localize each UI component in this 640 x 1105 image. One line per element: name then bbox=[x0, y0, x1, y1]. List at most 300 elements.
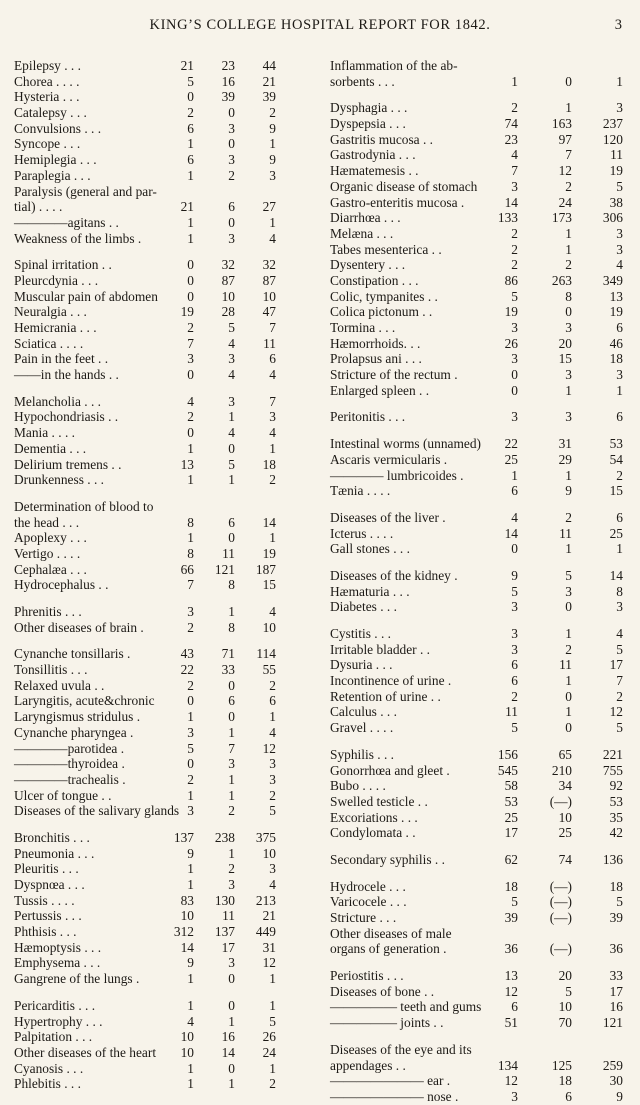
table-row bbox=[14, 772, 324, 788]
male-count: 4 bbox=[511, 147, 518, 163]
total-count: 36 bbox=[609, 941, 623, 957]
table-row bbox=[330, 584, 630, 600]
total-count: 18 bbox=[609, 351, 623, 367]
male-count: 25 bbox=[504, 809, 518, 825]
disease-label: Hæmaturia . . . bbox=[330, 583, 410, 599]
disease-label: ——in the hands . . bbox=[14, 367, 119, 383]
table-row bbox=[330, 747, 630, 763]
table-row bbox=[14, 693, 324, 709]
disease-label: Tormina . . . bbox=[330, 320, 396, 335]
total-count: 3 bbox=[616, 225, 623, 241]
female-count: 71 bbox=[221, 646, 235, 662]
female-count: 0 bbox=[228, 136, 235, 152]
male-count: 10 bbox=[180, 1044, 194, 1060]
male-count: 5 bbox=[187, 740, 194, 756]
female-count: 31 bbox=[558, 436, 572, 452]
male-count: 5 bbox=[511, 894, 518, 910]
male-count: 7 bbox=[187, 577, 194, 593]
total-count: 1 bbox=[269, 971, 276, 987]
table-row bbox=[330, 242, 630, 258]
female-count: 3 bbox=[228, 955, 235, 971]
disease-label: Mania . . . . bbox=[14, 425, 75, 441]
total-count: 1 bbox=[269, 530, 276, 546]
male-count: 18 bbox=[504, 878, 518, 894]
female-count: 6 bbox=[228, 199, 235, 215]
disease-label: Diseases of the liver . bbox=[330, 509, 446, 525]
disease-label: Drunkenness . . . bbox=[14, 472, 105, 488]
total-count: 9 bbox=[269, 120, 276, 136]
total-count: 4 bbox=[616, 626, 623, 641]
disease-label: Cephalæa . . . bbox=[14, 561, 87, 577]
disease-label: Gall stones . . . bbox=[330, 541, 410, 557]
total-count: 6 bbox=[269, 693, 276, 709]
female-count: 210 bbox=[551, 762, 572, 778]
table-row bbox=[14, 1014, 324, 1030]
disease-label: Hydrocele . . . bbox=[330, 878, 406, 894]
disease-label: Phthisis . . . bbox=[14, 924, 77, 940]
disease-label: Hæmatemesis . . bbox=[330, 163, 419, 179]
disease-label: Diseases of the salivary glands bbox=[14, 803, 180, 819]
table-row bbox=[330, 436, 630, 452]
disease-label: ———— lumbricoides . bbox=[330, 467, 464, 483]
total-count: 55 bbox=[262, 662, 276, 678]
disease-label: appendages . . bbox=[330, 1057, 406, 1073]
disease-label: Incontinence of urine . bbox=[330, 673, 452, 689]
male-count: 58 bbox=[504, 778, 518, 794]
table-row bbox=[14, 955, 324, 971]
female-count: 20 bbox=[558, 968, 572, 984]
disease-label: Pain in the feet . . bbox=[14, 351, 109, 367]
male-count: 4 bbox=[187, 393, 194, 409]
total-count: 9 bbox=[269, 152, 276, 168]
female-count: 0 bbox=[565, 73, 572, 89]
disease-label: Chorea . . . . bbox=[14, 73, 80, 89]
female-count: 1 bbox=[228, 724, 235, 740]
table-row bbox=[330, 1015, 630, 1031]
disease-label: Convulsions . . . bbox=[14, 120, 102, 136]
female-count: 2 bbox=[565, 178, 572, 194]
table-row bbox=[14, 441, 324, 457]
female-count: 0 bbox=[228, 530, 235, 546]
male-count: 3 bbox=[511, 641, 518, 657]
disease-label: Cynanche tonsillaris . bbox=[14, 646, 131, 662]
total-count: 38 bbox=[609, 194, 623, 210]
male-count: 134 bbox=[497, 1057, 518, 1073]
female-count: 0 bbox=[565, 599, 572, 615]
total-count: 2 bbox=[269, 472, 276, 488]
female-count: 14 bbox=[221, 1044, 235, 1060]
table-row bbox=[14, 546, 324, 562]
table-row bbox=[330, 689, 630, 705]
table-row bbox=[330, 704, 630, 720]
table-row bbox=[14, 394, 324, 410]
female-count: 238 bbox=[214, 829, 235, 845]
male-count: 8 bbox=[187, 545, 194, 561]
table-row bbox=[330, 304, 630, 320]
table-row bbox=[14, 336, 324, 352]
table-row bbox=[14, 515, 324, 531]
disease-label: Diseases of the eye and its bbox=[330, 1041, 472, 1057]
total-count: 1 bbox=[269, 136, 276, 152]
male-count: 6 bbox=[511, 673, 518, 689]
total-count: 42 bbox=[609, 825, 623, 841]
table-row bbox=[330, 1073, 630, 1089]
female-count: 1 bbox=[565, 225, 572, 241]
total-count: 449 bbox=[255, 924, 276, 940]
table-row bbox=[330, 195, 630, 211]
total-count: 1 bbox=[269, 709, 276, 725]
total-count: 12 bbox=[262, 740, 276, 756]
female-count: 5 bbox=[565, 983, 572, 999]
total-count: 87 bbox=[262, 272, 276, 288]
table-row bbox=[330, 673, 630, 689]
total-count: 19 bbox=[262, 545, 276, 561]
table-row bbox=[330, 179, 630, 195]
male-count: 0 bbox=[187, 425, 194, 441]
female-count: 3 bbox=[228, 877, 235, 892]
total-count: 16 bbox=[609, 999, 623, 1015]
male-count: 14 bbox=[180, 939, 194, 955]
male-count: 1 bbox=[187, 1076, 194, 1092]
table-row bbox=[330, 720, 630, 736]
male-count: 1 bbox=[511, 73, 518, 89]
disease-label: Dysphagia . . . bbox=[330, 100, 408, 116]
table-row bbox=[14, 121, 324, 137]
table-row bbox=[14, 530, 324, 546]
total-count: 755 bbox=[602, 762, 623, 778]
total-count: 2 bbox=[269, 1076, 276, 1092]
table-row bbox=[14, 273, 324, 289]
table-row bbox=[14, 304, 324, 320]
disease-label: Weakness of the limbs . bbox=[14, 230, 142, 246]
female-count: 3 bbox=[228, 230, 235, 246]
male-count: 3 bbox=[511, 626, 518, 641]
total-count: 4 bbox=[269, 230, 276, 246]
female-count: 8 bbox=[228, 577, 235, 593]
disease-label: Cynanche pharyngea . bbox=[14, 724, 134, 740]
total-count: 39 bbox=[609, 910, 623, 925]
table-row bbox=[14, 231, 324, 247]
female-count: 1 bbox=[565, 241, 572, 257]
table-row bbox=[14, 877, 324, 893]
table-row bbox=[330, 147, 630, 163]
total-count: 3 bbox=[269, 167, 276, 183]
table-row bbox=[330, 351, 630, 367]
total-count: 15 bbox=[609, 483, 623, 499]
total-count: 14 bbox=[262, 514, 276, 530]
table-row bbox=[14, 1076, 324, 1092]
disease-label: Gastritis mucosa . . bbox=[330, 131, 434, 147]
male-count: 0 bbox=[511, 367, 518, 383]
table-row bbox=[330, 626, 630, 642]
total-count: 2 bbox=[269, 787, 276, 803]
female-count: 3 bbox=[228, 756, 235, 772]
disease-label: Irritable bladder . . bbox=[330, 641, 431, 657]
female-count: 10 bbox=[221, 288, 235, 304]
table-row bbox=[14, 908, 324, 924]
male-count: 312 bbox=[173, 924, 194, 940]
total-count: 4 bbox=[269, 724, 276, 740]
male-count: 3 bbox=[187, 803, 194, 819]
female-count: 0 bbox=[228, 971, 235, 987]
table-row bbox=[330, 116, 630, 132]
female-count: 39 bbox=[221, 89, 235, 105]
male-count: 66 bbox=[180, 561, 194, 577]
male-count: 6 bbox=[511, 483, 518, 499]
table-row bbox=[330, 810, 630, 826]
total-count: 9 bbox=[616, 1088, 623, 1104]
male-count: 6 bbox=[187, 120, 194, 136]
total-count: 4 bbox=[269, 877, 276, 892]
female-count: 121 bbox=[214, 561, 235, 577]
disease-label: Swelled testicle . . bbox=[330, 793, 428, 809]
female-count: (—) bbox=[549, 793, 572, 809]
table-row bbox=[14, 620, 324, 636]
female-count: 1 bbox=[565, 673, 572, 689]
table-row bbox=[14, 803, 324, 819]
disease-label: Laryngitis, acute&chronic bbox=[14, 693, 155, 709]
table-row bbox=[330, 58, 630, 74]
female-count: 28 bbox=[221, 304, 235, 320]
table-row bbox=[14, 257, 324, 273]
disease-label: Melancholia . . . bbox=[14, 393, 102, 409]
male-count: 0 bbox=[187, 89, 194, 105]
total-count: 1 bbox=[269, 214, 276, 230]
male-count: 25 bbox=[504, 451, 518, 467]
female-count: 16 bbox=[221, 1029, 235, 1045]
total-count: 11 bbox=[610, 147, 623, 163]
female-count: 0 bbox=[565, 688, 572, 704]
disease-label: Relaxed uvula . . bbox=[14, 677, 105, 693]
total-count: 10 bbox=[262, 619, 276, 635]
male-count: 3 bbox=[511, 351, 518, 367]
total-count: 1 bbox=[616, 73, 623, 89]
total-count: 25 bbox=[609, 525, 623, 541]
total-count: 10 bbox=[262, 288, 276, 304]
table-row bbox=[14, 756, 324, 772]
male-count: 3 bbox=[187, 604, 194, 619]
total-count: 21 bbox=[262, 908, 276, 924]
male-count: 53 bbox=[504, 793, 518, 809]
total-count: 3 bbox=[616, 241, 623, 257]
female-count: 3 bbox=[228, 351, 235, 367]
female-count: (—) bbox=[549, 941, 572, 957]
female-count: (—) bbox=[549, 878, 572, 894]
disease-label: organs of generation . bbox=[330, 941, 447, 957]
female-count: 0 bbox=[228, 440, 235, 456]
male-count: 2 bbox=[511, 688, 518, 704]
female-count: 0 bbox=[228, 105, 235, 121]
male-count: 14 bbox=[504, 525, 518, 541]
total-count: 349 bbox=[602, 272, 623, 288]
male-count: 2 bbox=[187, 619, 194, 635]
table-row bbox=[14, 89, 324, 105]
table-row bbox=[14, 830, 324, 846]
female-count: 10 bbox=[558, 809, 572, 825]
table-row bbox=[330, 336, 630, 352]
total-count: 6 bbox=[616, 320, 623, 335]
disease-label: Syncope . . . bbox=[14, 136, 81, 152]
disease-label: Paralysis (general and par- bbox=[14, 183, 157, 199]
female-count: 16 bbox=[221, 73, 235, 89]
male-count: 0 bbox=[511, 541, 518, 557]
female-count: 7 bbox=[228, 740, 235, 756]
disease-label: Calculus . . . bbox=[330, 704, 397, 720]
table-row bbox=[330, 132, 630, 148]
female-count: 0 bbox=[565, 720, 572, 736]
female-count: 12 bbox=[558, 163, 572, 179]
male-count: 12 bbox=[504, 983, 518, 999]
total-count: 7 bbox=[616, 673, 623, 689]
female-count: 17 bbox=[221, 939, 235, 955]
disease-label: Cyanosis . . . bbox=[14, 1060, 84, 1076]
male-count: 22 bbox=[504, 436, 518, 452]
male-count: 1 bbox=[187, 530, 194, 546]
page-title: KING’S COLLEGE HOSPITAL REPORT FOR 1842. bbox=[149, 17, 491, 33]
table-row bbox=[330, 468, 630, 484]
male-count: 1 bbox=[187, 136, 194, 152]
female-count: 6 bbox=[228, 514, 235, 530]
table-row bbox=[330, 1089, 630, 1105]
male-count: 51 bbox=[504, 1015, 518, 1031]
male-count: 5 bbox=[511, 720, 518, 736]
disease-label: Hæmorrhoids. . . bbox=[330, 335, 421, 351]
total-count: 7 bbox=[269, 393, 276, 409]
disease-label: Prolapsus ani . . . bbox=[330, 351, 422, 367]
table-row bbox=[330, 257, 630, 273]
disease-label: Pleurcdynia . . . bbox=[14, 272, 99, 288]
male-count: 2 bbox=[511, 241, 518, 257]
male-count: 23 bbox=[504, 131, 518, 147]
male-count: 74 bbox=[504, 116, 518, 132]
female-count: 8 bbox=[565, 288, 572, 304]
disease-label: Hydrocephalus . . bbox=[14, 577, 109, 593]
disease-label: Enlarged spleen . . bbox=[330, 382, 430, 398]
female-count: 8 bbox=[228, 619, 235, 635]
total-count: 12 bbox=[609, 704, 623, 720]
table-row bbox=[14, 58, 324, 74]
table-row bbox=[330, 74, 630, 90]
table-row bbox=[14, 184, 324, 200]
male-count: 2 bbox=[511, 100, 518, 116]
total-count: 33 bbox=[609, 968, 623, 984]
male-count: 21 bbox=[180, 199, 194, 215]
female-count: 20 bbox=[558, 335, 572, 351]
disease-label: Diseases of the kidney . bbox=[330, 567, 458, 583]
male-count: 1 bbox=[187, 214, 194, 230]
total-count: 3 bbox=[269, 771, 276, 787]
female-count: 2 bbox=[565, 641, 572, 657]
female-count: 2 bbox=[565, 509, 572, 525]
male-count: 1 bbox=[187, 971, 194, 987]
male-count: 1 bbox=[187, 787, 194, 803]
disease-label: ————trachealis . bbox=[14, 771, 126, 787]
male-count: 4 bbox=[187, 1013, 194, 1029]
disease-label: Other diseases of brain . bbox=[14, 619, 144, 635]
total-count: 54 bbox=[609, 451, 623, 467]
disease-label: Excoriations . . . bbox=[330, 809, 418, 825]
table-row bbox=[14, 215, 324, 231]
total-count: 18 bbox=[609, 878, 623, 894]
male-count: 0 bbox=[187, 693, 194, 709]
male-count: 12 bbox=[504, 1073, 518, 1089]
table-row bbox=[330, 999, 630, 1015]
female-count: 0 bbox=[228, 997, 235, 1013]
disease-label: Cystitis . . . bbox=[330, 626, 392, 641]
total-count: 7 bbox=[269, 320, 276, 335]
male-count: 39 bbox=[504, 910, 518, 925]
table-row bbox=[330, 289, 630, 305]
table-row bbox=[330, 541, 630, 557]
disease-label: ————— teeth and gums bbox=[330, 999, 482, 1015]
table-row bbox=[14, 861, 324, 877]
table-row bbox=[330, 367, 630, 383]
table-row bbox=[330, 226, 630, 242]
table-row bbox=[14, 351, 324, 367]
male-count: 6 bbox=[511, 657, 518, 673]
female-count: 2 bbox=[565, 257, 572, 273]
disease-label: Pneumonia . . . bbox=[14, 845, 95, 861]
female-count: 1 bbox=[228, 845, 235, 861]
male-count: 0 bbox=[511, 382, 518, 398]
total-count: 1 bbox=[269, 997, 276, 1013]
male-count: 1 bbox=[187, 472, 194, 488]
table-row bbox=[14, 152, 324, 168]
total-count: 2 bbox=[269, 677, 276, 693]
total-count: 2 bbox=[616, 467, 623, 483]
total-count: 18 bbox=[262, 456, 276, 472]
female-count: 2 bbox=[228, 861, 235, 877]
male-count: 2 bbox=[187, 771, 194, 787]
disease-label: Other diseases of male bbox=[330, 925, 452, 941]
total-count: 39 bbox=[262, 89, 276, 105]
total-count: 19 bbox=[609, 163, 623, 179]
total-count: 3 bbox=[269, 861, 276, 877]
total-count: 21 bbox=[262, 73, 276, 89]
female-count: 1 bbox=[228, 771, 235, 787]
male-count: 2 bbox=[187, 409, 194, 425]
total-count: 259 bbox=[602, 1057, 623, 1073]
disease-label: Stricture . . . bbox=[330, 910, 397, 925]
female-count: 1 bbox=[565, 626, 572, 641]
total-count: 12 bbox=[262, 955, 276, 971]
table-row bbox=[330, 409, 630, 425]
total-count: 13 bbox=[609, 288, 623, 304]
right-disease-table bbox=[330, 58, 630, 1105]
female-count: 74 bbox=[558, 851, 572, 867]
table-row bbox=[14, 472, 324, 488]
disease-label: Laryngismus stridulus . bbox=[14, 709, 141, 725]
male-count: 2 bbox=[511, 225, 518, 241]
disease-label: Vertigo . . . . bbox=[14, 545, 81, 561]
disease-label: Paraplegia . . . bbox=[14, 167, 91, 183]
female-count: 7 bbox=[565, 147, 572, 163]
male-count: 62 bbox=[504, 851, 518, 867]
female-count: 33 bbox=[221, 662, 235, 678]
disease-label: Palpitation . . . bbox=[14, 1029, 93, 1045]
table-row bbox=[330, 894, 630, 910]
female-count: 3 bbox=[565, 367, 572, 383]
total-count: 3 bbox=[616, 100, 623, 116]
disease-label: Tabes mesenterica . . bbox=[330, 241, 442, 257]
table-row bbox=[14, 998, 324, 1014]
total-count: 26 bbox=[262, 1029, 276, 1045]
total-count: 14 bbox=[609, 567, 623, 583]
table-row bbox=[14, 562, 324, 578]
male-count: 7 bbox=[511, 163, 518, 179]
total-count: 44 bbox=[262, 58, 276, 73]
disease-label: ——————— ear . bbox=[330, 1073, 451, 1089]
